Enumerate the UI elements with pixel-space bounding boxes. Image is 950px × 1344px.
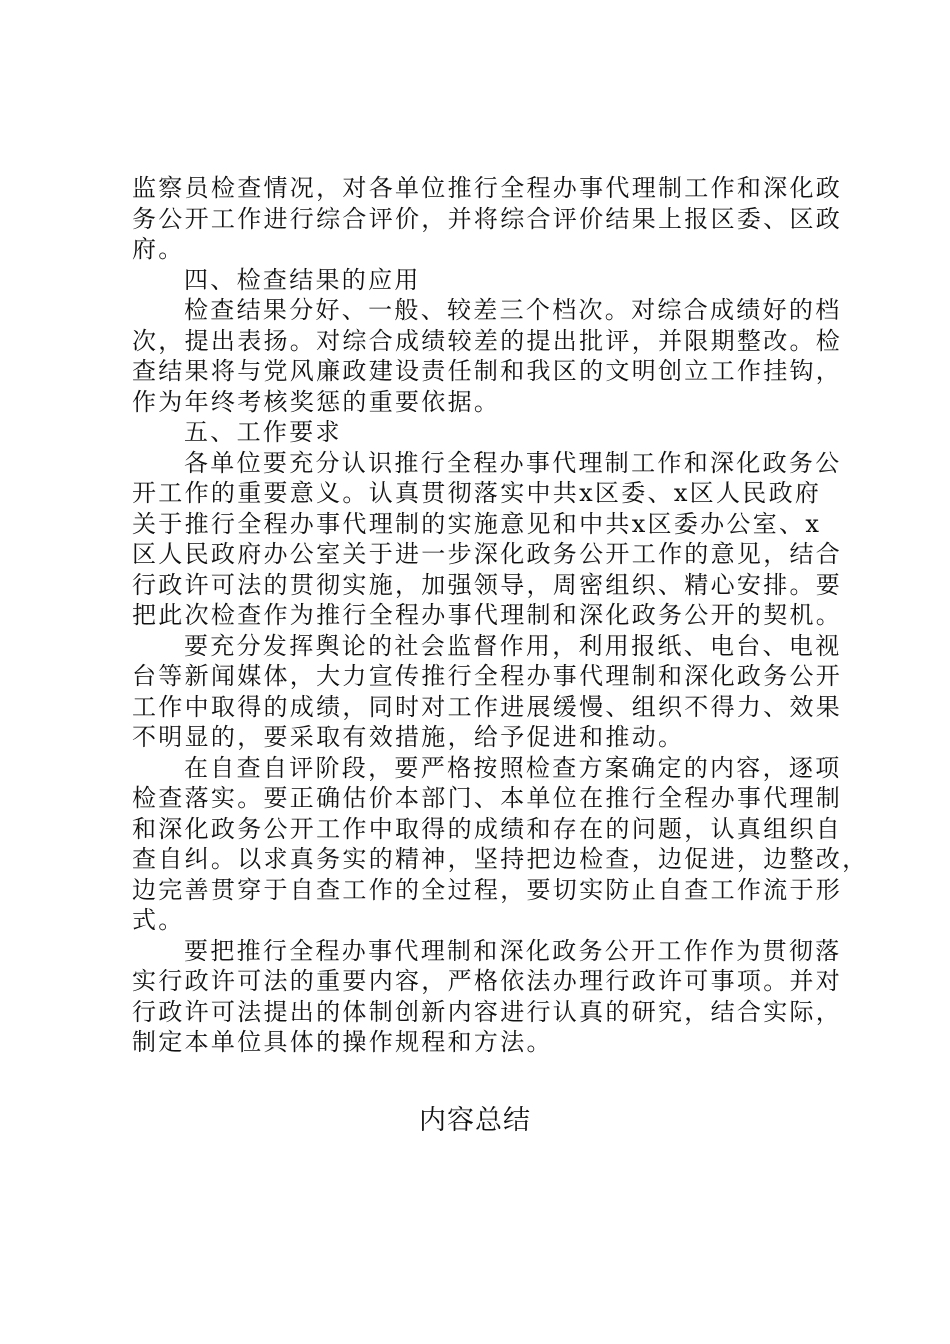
text-line: 不明显的，要采取有效措施，给予促进和推动。: [132, 723, 685, 751]
text-line: 行政许可法提出的体制创新内容进行认真的研究，结合实际，: [132, 997, 843, 1026]
section-heading-4: 四、检查结果的应用: [184, 265, 421, 294]
text-line: 务公开工作进行综合评价，并将综合评价结果上报区委、区政: [132, 204, 843, 233]
text-line: 检查结果分好、一般、较差三个档次。对综合成绩好的档: [184, 296, 842, 324]
text-line: 制定本单位具体的操作规程和方法。: [132, 1028, 553, 1056]
text-line: 各单位要充分认识推行全程办事代理制工作和深化政务公: [184, 448, 842, 477]
text-line: 查结果将与党风廉政建设责任制和我区的文明创立工作挂钩，: [132, 357, 843, 385]
text-line: 要充分发挥舆论的社会监督作用，利用报纸、电台、电视: [184, 631, 842, 660]
section-heading-5: 五、工作要求: [184, 418, 342, 446]
text-line: 检查落实。要正确估价本部门、本单位在推行全程办事代理制: [132, 784, 843, 812]
text-line: 行政许可法的贯彻实施，加强领导，周密组织、精心安排。要: [132, 570, 843, 599]
text-line: 作为年终考核奖惩的重要依据。: [132, 387, 501, 416]
text-line: 式。: [132, 906, 185, 934]
text-line: 关于推行全程办事代理制的实施意见和中共x区委办公室、x: [132, 509, 822, 538]
text-line: 查自纠。以求真务实的精神，坚持把边检查，边促进，边整改，: [132, 845, 869, 873]
text-line: 次，提出表扬。对综合成绩较差的提出批评，并限期整改。检: [132, 326, 843, 355]
text-line: 在自查自评阶段，要严格按照检查方案确定的内容，逐项: [184, 753, 842, 782]
text-line: 区人民政府办公室关于进一步深化政务公开工作的意见，结合: [132, 540, 843, 568]
text-line: 府。: [132, 235, 185, 263]
text-line: 把此次检查作为推行全程办事代理制和深化政务公开的契机。: [132, 601, 843, 629]
text-line: 和深化政务公开工作中取得的成绩和存在的问题，认真组织自: [132, 814, 843, 843]
summary-title: 内容总结: [419, 1105, 531, 1136]
text-line: 边完善贯穿于自查工作的全过程，要切实防止自查工作流于形: [132, 875, 843, 904]
text-line: 要把推行全程办事代理制和深化政务公开工作作为贯彻落: [184, 936, 842, 965]
text-line: 监察员检查情况，对各单位推行全程办事代理制工作和深化政: [132, 174, 843, 202]
text-line: 实行政许可法的重要内容，严格依法办理行政许可事项。并对: [132, 967, 843, 995]
text-line: 台等新闻媒体，大力宣传推行全程办事代理制和深化政务公开: [132, 662, 843, 690]
text-line: 工作中取得的成绩，同时对工作进展缓慢、组织不得力、效果: [132, 692, 843, 721]
text-line: 开工作的重要意义。认真贯彻落实中共x区委、x区人民政府: [132, 479, 822, 507]
document-body: [132, 173, 869, 1058]
